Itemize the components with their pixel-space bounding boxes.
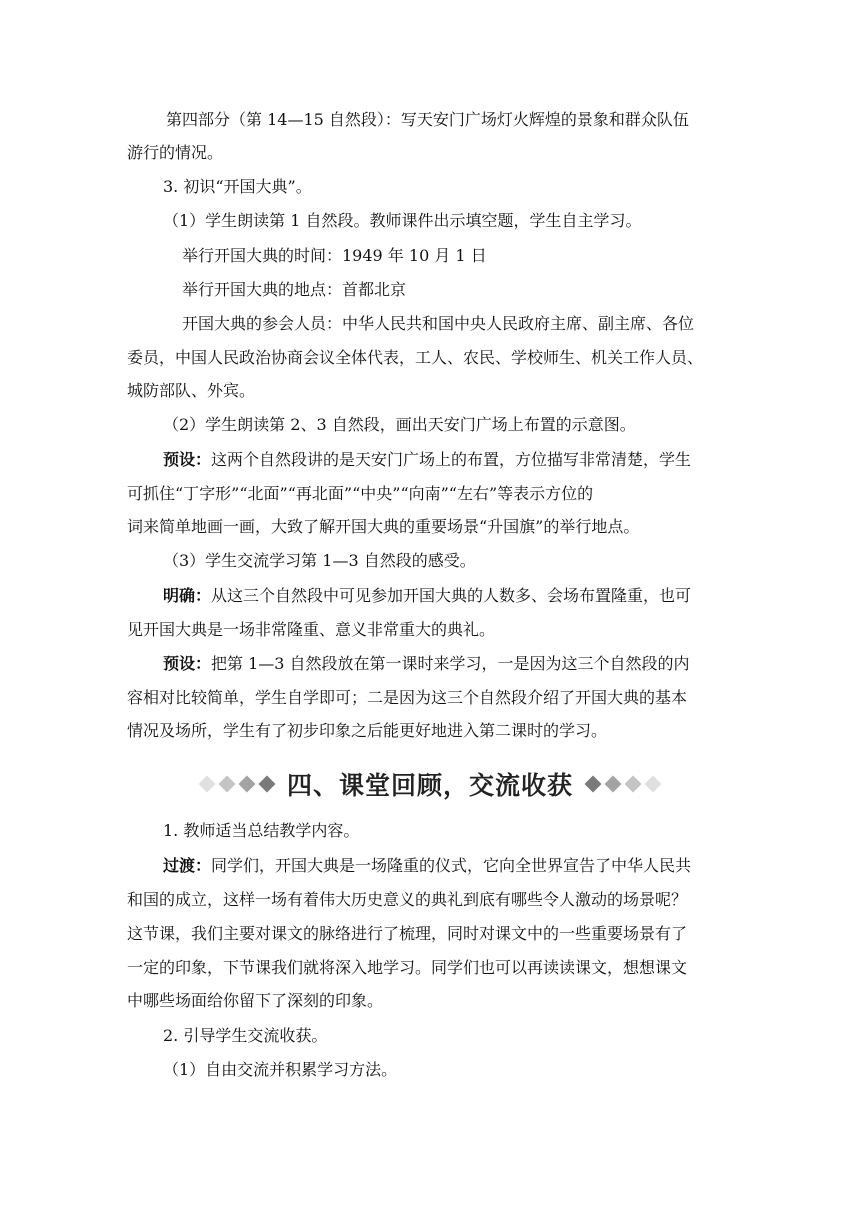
preset1-line-1	[163, 450, 773, 470]
ceremony-place: 举行开国大典的地点：首都北京	[182, 280, 407, 299]
clear-text: 从这三个自然段中可见参加开国大典的人数多、会场布置隆重，也可	[211, 586, 692, 605]
step3-heading: 3. 初识“开国大典”。	[163, 177, 312, 196]
diamond-icon	[218, 776, 235, 793]
ceremony-time: 举行开国大典的时间：1949 年 10 月 1 日	[182, 246, 487, 265]
diamond-icon	[258, 776, 275, 793]
preset-text: 把第 1—3 自然段放在第一课时来学习，一是因为这三个自然段的内	[211, 654, 690, 673]
preset1-line-3: 词来简单地画一画，大致了解开国大典的重要场景“升国旗”的举行地点。	[127, 517, 640, 536]
transition-line-3: 这节课，我们主要对课文的脉络进行了梳理，同时对课文中的一些重要场景有了	[127, 924, 688, 943]
clear-line-2: 见开国大典是一场非常隆重、意义非常重大的典礼。	[127, 620, 496, 639]
attendees-line-1: 开国大典的参会人员：中华人民共和国中央人民政府主席、副主席、各位	[182, 314, 695, 333]
diamond-icon	[625, 776, 642, 793]
clear-line-1	[163, 586, 773, 606]
diamond-icon	[645, 776, 662, 793]
preset2-line-2: 容相对比较简单，学生自学即可；二是因为这三个自然段介绍了开国大典的基本	[127, 688, 688, 707]
section-title: 四、课堂回顾，交流收获	[286, 771, 573, 800]
right-diamonds	[587, 778, 659, 790]
transition-label: 过渡：	[163, 856, 212, 875]
preset-label: 预设：	[163, 654, 212, 673]
section-banner	[190, 764, 670, 804]
preset1-line-2: 可抓住“丁字形”“北面”“再北面”“中央”“向南”“左右”等表示方位的	[127, 484, 594, 503]
transition-text: 同学们，开国大典是一场隆重的仪式，它向全世界宣告了中华人民共	[211, 856, 692, 875]
clear-label: 明确：	[163, 586, 212, 605]
diamond-icon	[585, 776, 602, 793]
transition-line-5: 中哪些场面给你留下了深刻的印象。	[127, 991, 384, 1010]
sub-item-1: （1）学生朗读第 1 自然段。教师课件出示填空题，学生自主学习。	[163, 211, 642, 230]
part4-line: 第四部分（第 14—15 自然段）：写天安门广场灯火辉煌的景象和群众队伍	[166, 110, 689, 129]
diamond-icon	[238, 776, 255, 793]
attendees-line-3: 城防部队、外宾。	[127, 381, 256, 400]
part4-line-cont: 游行的情况。	[127, 143, 224, 162]
diamond-icon	[605, 776, 622, 793]
transition-line-2: 和国的成立，这样一场有着伟大历史意义的典礼到底有哪些令人激动的场景呢？	[127, 890, 688, 909]
preset-label: 预设：	[163, 450, 212, 469]
attendees-line-2: 委员，中国人民政治协商会议全体代表，工人、农民、学校师生、机关工作人员、	[127, 348, 704, 367]
preset-text: 这两个自然段讲的是天安门广场上的布置，方位描写非常清楚，学生	[211, 450, 692, 469]
step1-heading: 1. 教师适当总结教学内容。	[163, 821, 360, 840]
sub-item-3: （3）学生交流学习第 1—3 自然段的感受。	[163, 551, 476, 570]
transition-line-1	[163, 856, 773, 876]
sub-item-final: （1）自由交流并积累学习方法。	[163, 1060, 398, 1079]
left-diamonds	[201, 778, 273, 790]
sub-item-2: （2）学生朗读第 2、3 自然段，画出天安门广场上布置的示意图。	[163, 415, 636, 434]
transition-line-4: 一定的印象，下节课我们就将深入地学习。同学们也可以再读读课文，想想课文	[127, 958, 688, 977]
diamond-icon	[198, 776, 215, 793]
preset2-line-1	[163, 654, 773, 674]
preset2-line-3: 情况及场所，学生有了初步印象之后能更好地进入第二课时的学习。	[127, 721, 608, 740]
step2-heading: 2. 引导学生交流收获。	[163, 1026, 328, 1045]
